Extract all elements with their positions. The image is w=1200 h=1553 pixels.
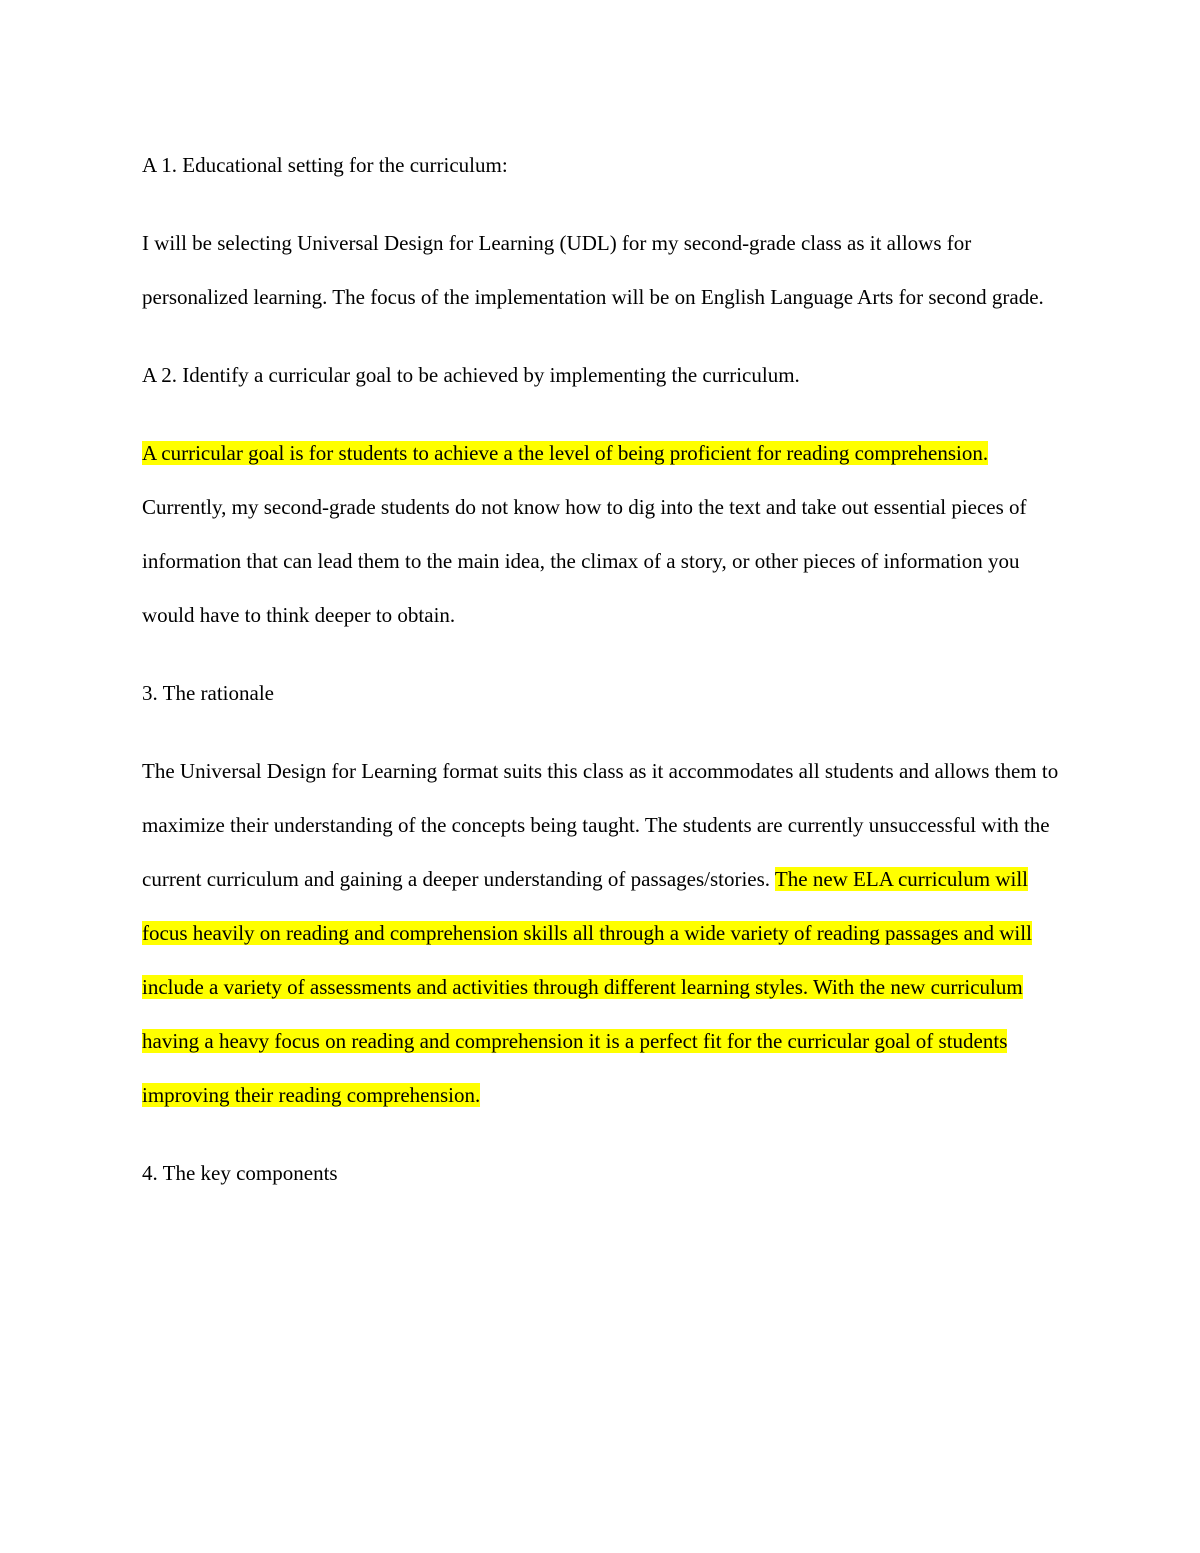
heading-educational-setting: A 1. Educational setting for the curriculum: xyxy=(142,153,508,177)
highlighted-rationale-text: The new ELA curriculum will focus heavily on reading and comprehension skills all through a wide variety of reading passages and will include a variety of assessments and activities through different learning styles. With the new curriculum having a heavy focus on reading and comprehension it is a perfect fit for the curricular goal of students improving their reading comprehension. xyxy=(142,867,1032,1107)
paragraph-educational-setting: I will be selecting Universal Design for Learning (UDL) for my second-grade class as it allows for personalized learning. The focus of the implementation will be on English Language Arts for second grade. xyxy=(142,231,1044,309)
rationale-text: The Universal Design for Learning format suits this class as it accommodates all students and allows them to maximize their understanding of the concepts being taught. The students are currently unsuccessful with the current curriculum and gaining a deeper understanding of passages/stories. xyxy=(142,759,1059,891)
goal-explanation-text: Currently, my second-grade students do not know how to dig into the text and take out essential pieces of information that can lead them to the main idea, the climax of a story, or other pieces of information you would have to think deeper to obtain. xyxy=(142,495,1027,627)
highlighted-goal-text: A curricular goal is for students to achieve a the level of being proficient for reading comprehension. xyxy=(142,441,989,465)
paragraph-rationale xyxy=(142,744,1072,1122)
paragraph-curricular-goal xyxy=(142,426,1072,642)
heading-rationale: 3. The rationale xyxy=(142,681,274,705)
document-body xyxy=(142,138,1072,1224)
heading-key-components: 4. The key components xyxy=(142,1161,338,1185)
heading-curricular-goal: A 2. Identify a curricular goal to be achieved by implementing the curriculum. xyxy=(142,363,800,387)
